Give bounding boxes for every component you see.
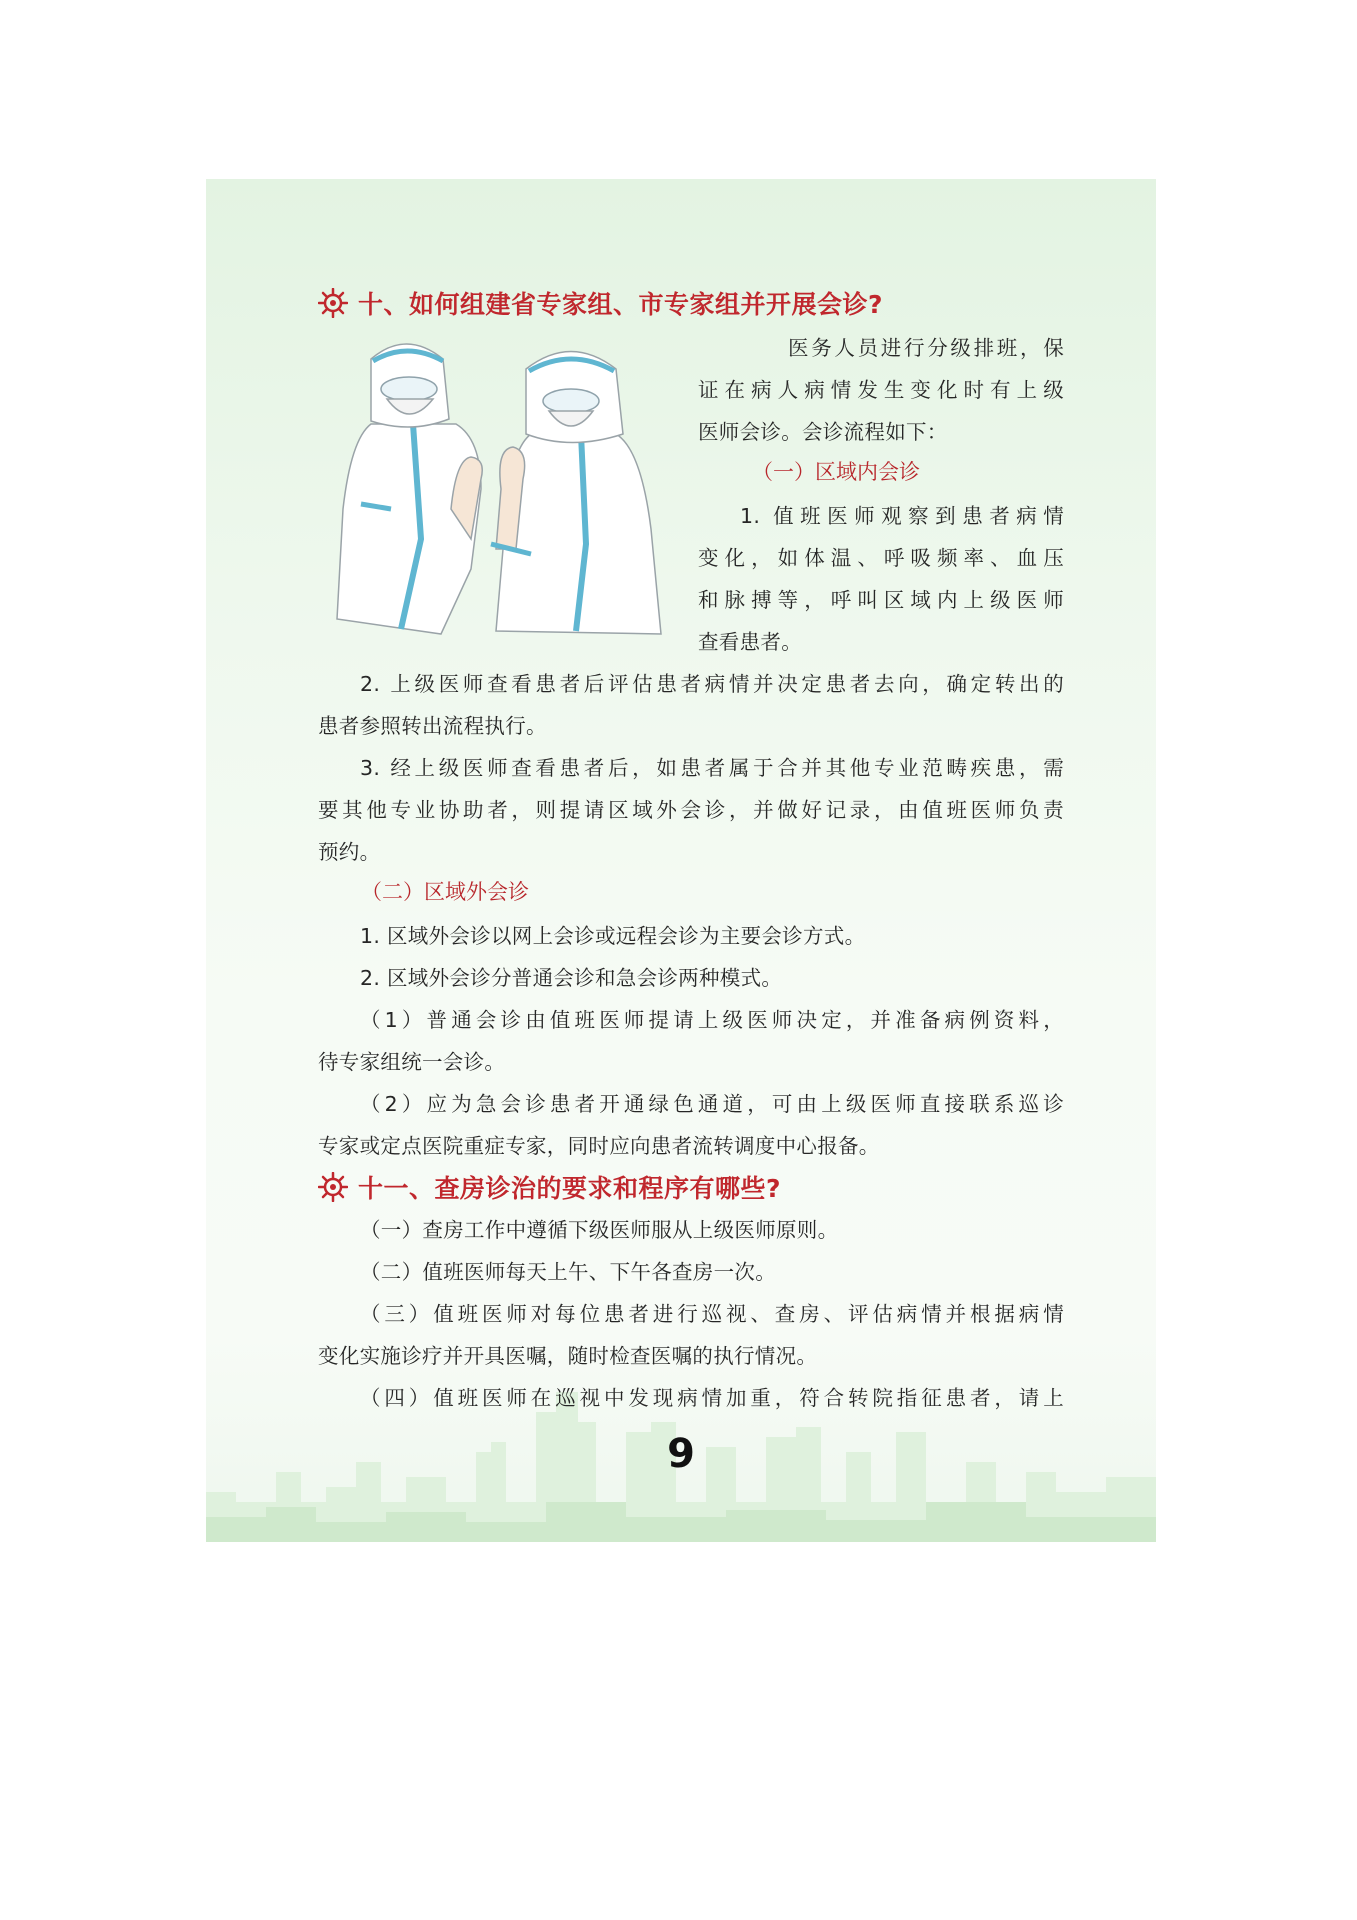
- item1-line-4: 查看患者。: [698, 630, 802, 654]
- item2-line-2: 患者参照转出流程执行。: [318, 714, 547, 738]
- item3-line-3: 预约。: [318, 840, 381, 864]
- external-item-2b-line-1: （2）应为急会诊患者开通绿色通道，可由上级医师直接联系巡诊: [360, 1092, 1064, 1116]
- item3-line-2: 要其他专业协助者，则提请区域外会诊，并做好记录，由值班医师负责: [318, 798, 1064, 822]
- external-item-2a-line-1: （1）普通会诊由值班医师提请上级医师决定，并准备病例资料，: [360, 1008, 1064, 1032]
- external-item-2b-line-2: 专家或定点医院重症专家，同时应向患者流转调度中心报备。: [318, 1134, 880, 1158]
- external-item-1: 1. 区域外会诊以网上会诊或远程会诊为主要会诊方式。: [360, 924, 866, 948]
- subsection-regional-consult: （一）区域内会诊: [752, 460, 920, 484]
- item1-line-1: 1. 值班医师观察到患者病情: [740, 504, 1064, 528]
- section-11-title: 十一、查房诊治的要求和程序有哪些?: [358, 1174, 782, 1203]
- medical-staff-illustration: [331, 339, 691, 639]
- rounds-item-3-line-1: （三）值班医师对每位患者进行巡视、查房、评估病情并根据病情: [360, 1302, 1064, 1326]
- rounds-item-3-line-2: 变化实施诊疗并开具医嘱，随时检查医嘱的执行情况。: [318, 1344, 818, 1368]
- document-page: [206, 179, 1156, 1542]
- subsection-external-consult: （二）区域外会诊: [361, 880, 529, 904]
- item1-line-3: 和脉搏等，呼叫区域内上级医师: [698, 588, 1064, 612]
- external-item-2a-line-2: 待专家组统一会诊。: [318, 1050, 506, 1074]
- item3-line-1: 3. 经上级医师查看患者后，如患者属于合并其他专业范畴疾患，需: [360, 756, 1064, 780]
- virus-icon: [318, 1172, 348, 1202]
- rounds-item-2: （二）值班医师每天上午、下午各查房一次。: [360, 1260, 776, 1284]
- external-item-2: 2. 区域外会诊分普通会诊和急会诊两种模式。: [360, 966, 783, 990]
- section-11-heading: [318, 1167, 781, 1207]
- intro-line-2: 证在病人病情发生变化时有上级: [698, 378, 1064, 402]
- virus-icon: [318, 288, 348, 318]
- page-number: 9: [667, 1431, 695, 1477]
- section-10-title: 十、如何组建省专家组、市专家组并开展会诊?: [358, 290, 884, 319]
- intro-line-3: 医师会诊。会诊流程如下：: [698, 420, 948, 444]
- item1-line-2: 变化，如体温、呼吸频率、血压: [698, 546, 1064, 570]
- intro-line-1: 医务人员进行分级排班，保: [788, 336, 1064, 360]
- rounds-item-4: （四）值班医师在巡视中发现病情加重，符合转院指征患者，请上: [360, 1386, 1064, 1410]
- section-10-heading: [318, 283, 896, 323]
- item2-line-1: 2. 上级医师查看患者后评估患者病情并决定患者去向，确定转出的: [360, 672, 1064, 696]
- rounds-item-1: （一）查房工作中遵循下级医师服从上级医师原则。: [360, 1218, 839, 1242]
